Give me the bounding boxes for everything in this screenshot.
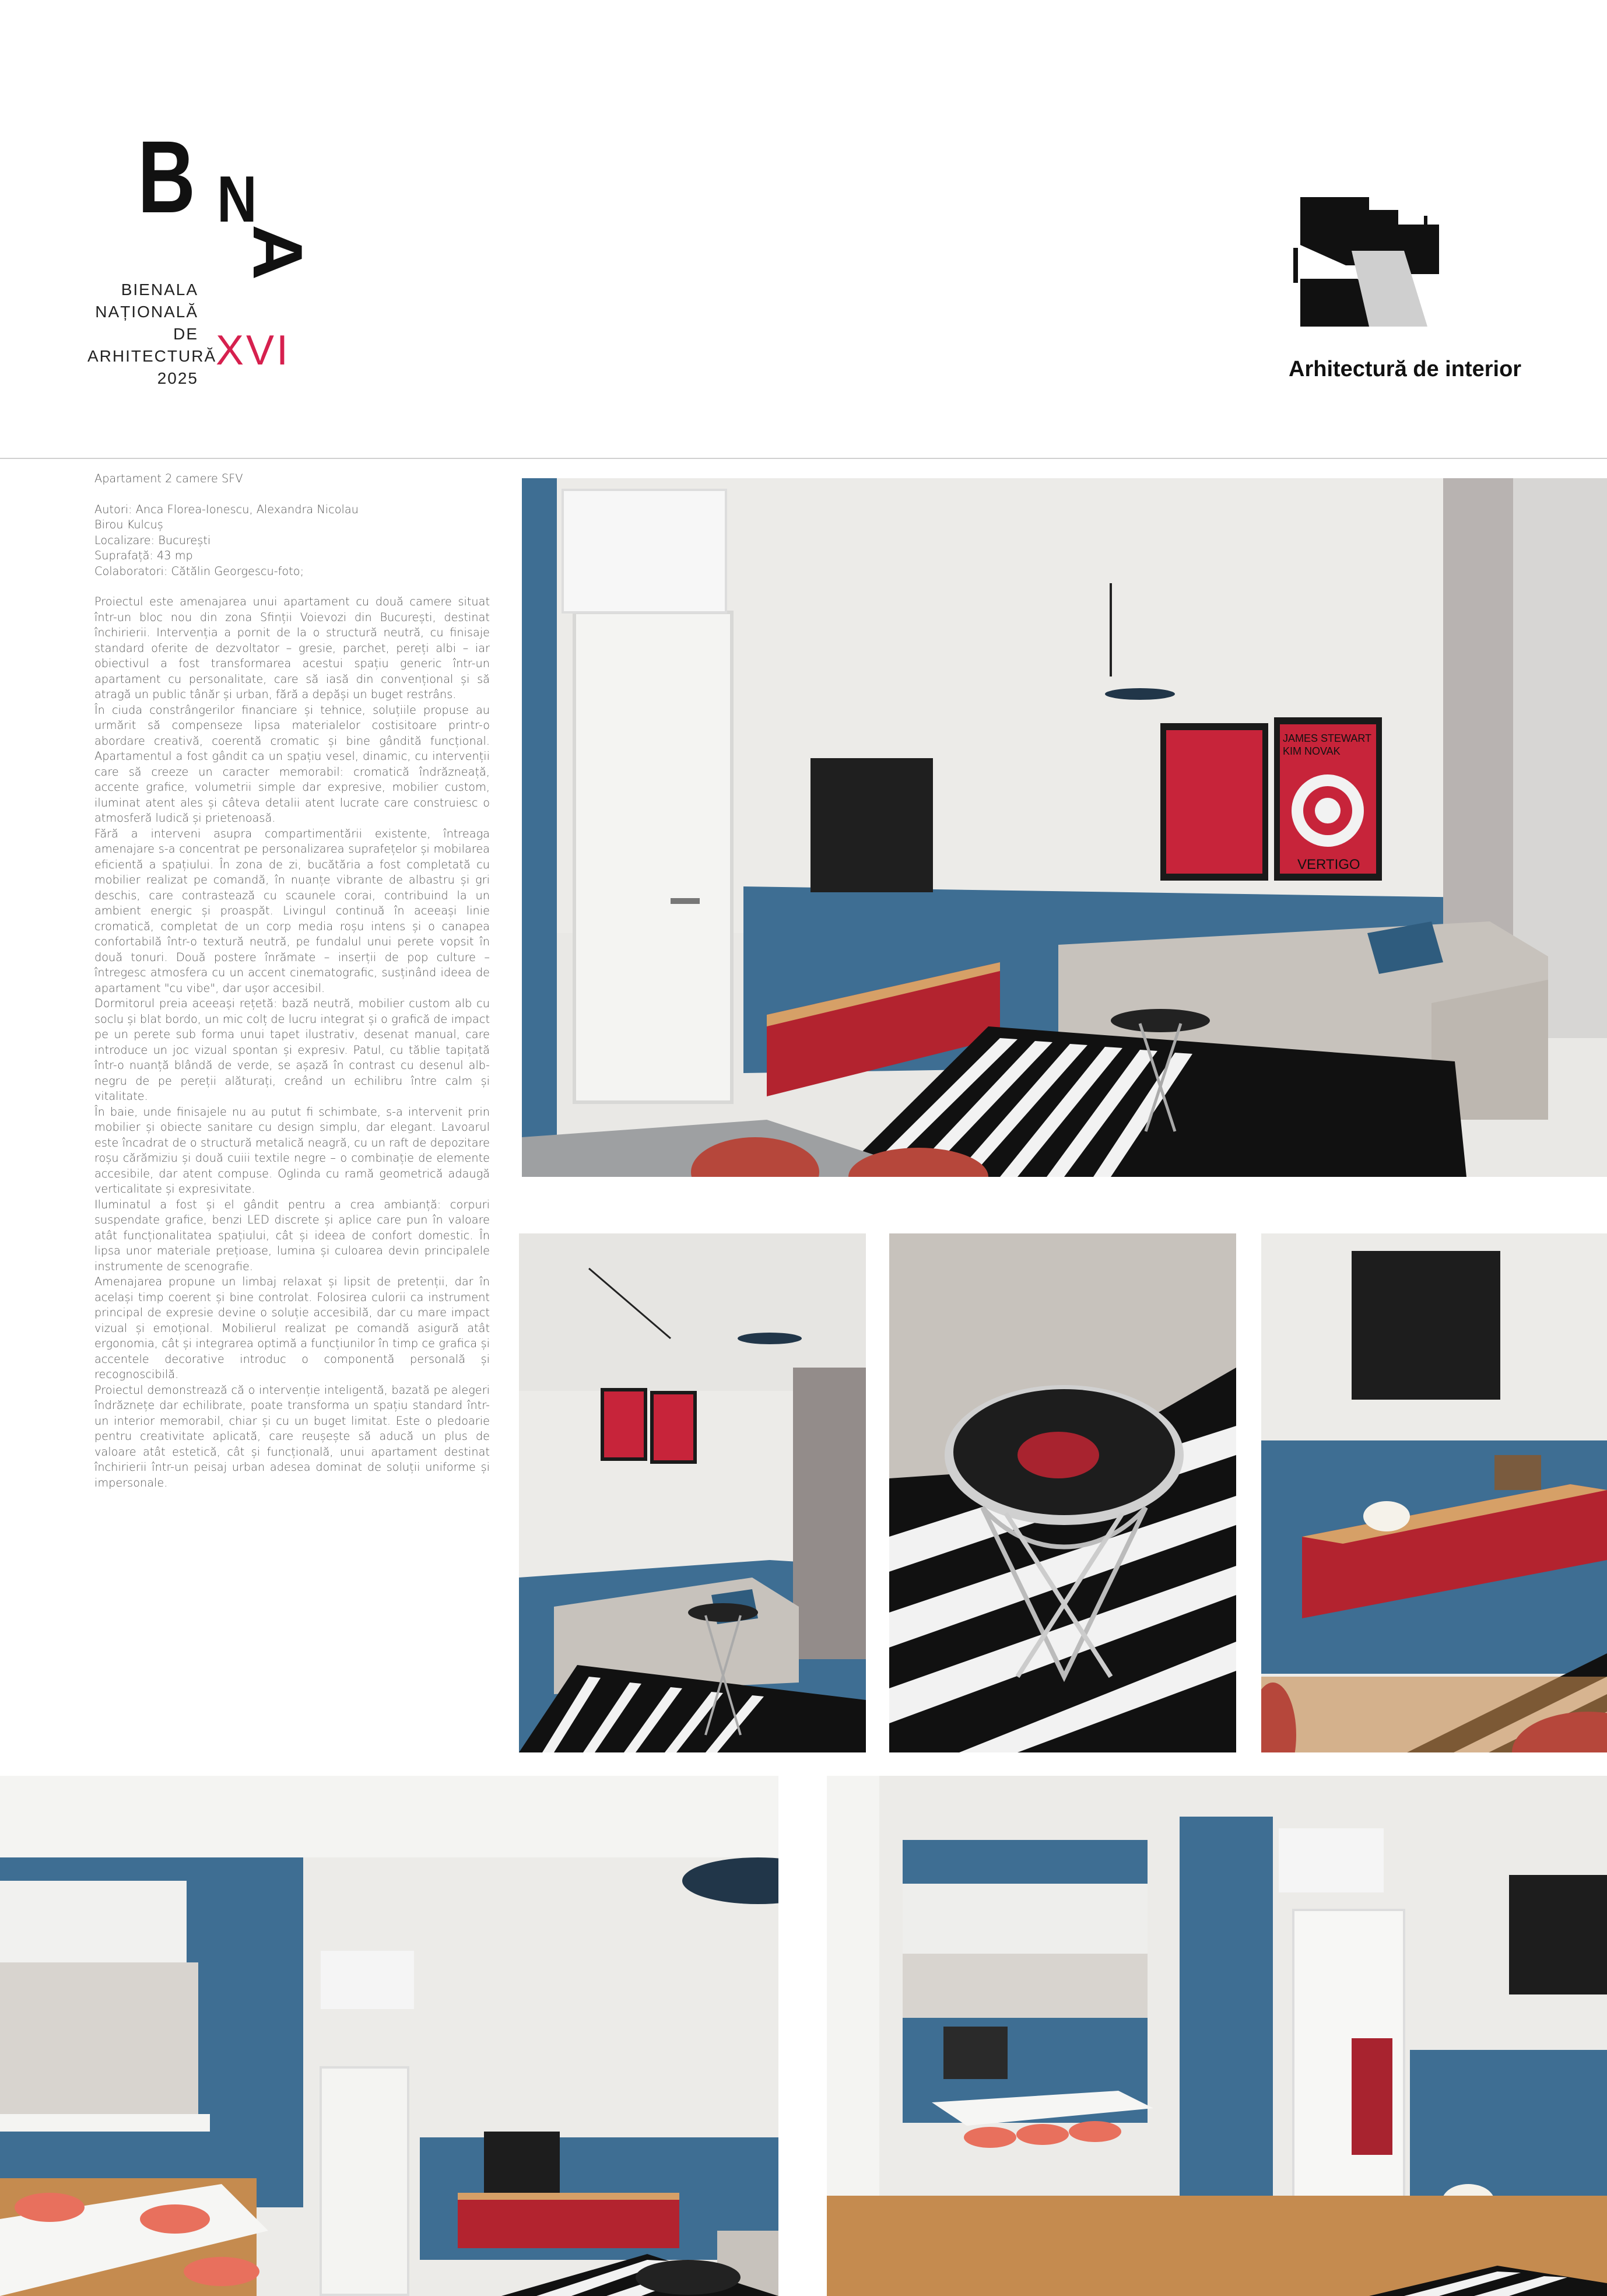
photo-living-room-wide — [519, 1233, 866, 1752]
section-logo-icon — [1287, 192, 1439, 338]
body-paragraph: Proiectul demonstrează că o intervenție inteligentă, bazată pe alegeri îndrăznețe dar echilibrate, poate transforma un spațiu standard într-un interior memorabil, chiar și cu un buget limitat. Este o pledoarie pentru creativitate aplicată, care reușește să aducă un plus de valoare atât estetică, cât și funcțională, unui apartament destinat închirierii într-un peisaj urban adesea dominat de soluții uniforme și impersonale. — [94, 1383, 490, 1489]
poster-credit-text: KIM NOVAK — [1283, 745, 1341, 757]
credit-line: Birou Kulcuș — [94, 518, 163, 531]
body-paragraph: Proiectul este amenajarea unui apartament cu două camere situat într-un bloc nou din zona Sfinții Voievozi din București, destinat închirierii. Intervenția a pornit de la o structură neutră, cu finisaje standard oferite de dezvoltator – gresie, parchet, pereți albi – iar obiectivul a fost transformarea acestui spațiu generic într-un apartament cu personalitate, care să iasă din convențional și să atragă un public tânăr și urban, fără a depăși un buget restrâns. — [94, 595, 490, 701]
spacer — [94, 579, 490, 594]
header-divider — [0, 458, 1607, 459]
photo-tv-media-unit — [1261, 1233, 1607, 1752]
credit-line: Colaboratori: Cătălin Georgescu-foto; — [94, 564, 304, 578]
photo-coffee-table-detail — [889, 1233, 1236, 1752]
logo-letter-a: A — [238, 225, 317, 281]
photo-kitchen-side — [827, 1776, 1607, 2296]
bienala-line: BIENALA — [121, 281, 198, 299]
poster-credit-text: JAMES STEWART — [1283, 732, 1372, 744]
body-paragraph: Fără a interveni asupra compartimentării existente, întreaga amenajare s-a concentrat pe personalizarea suprafețelor și mobilarea eficientă a spațiului. În zona de zi, bucătăria a fost completată cu mobilier realizat pe comandă, în nuanțe vibrante de albastru și gri deschis, care contrastează cu scaunele corai, contribuind la un ambient energic și proaspăt. Livingul continuă în aceeași linie cromatică, completat de un corp media roșu intens și o canapea confortabilă într-o textură neutră, pe fundalul unui perete vopsit în două tonuri. Două postere înrămate – inserții de pop culture – întregesc atmosfera cu un accent cinematografic, susținând ideea de apartament "cu vibe", dar ușor accesibil. — [94, 826, 490, 995]
edition-number: XVI — [216, 327, 291, 374]
credit-line: Suprafață: 43 mp — [94, 549, 193, 562]
body-paragraph: Amenajarea propune un limbaj relaxat și lipsit de pretenții, dar în același timp coerent și bine controlat. Folosirea culorii ca instrument principal de expresie devine o soluție accesibilă, dar cu mare impact vizual și emoțional. Mobilierul realizat pe comandă asigură atât ergonomia, cât și integrarea optimă a funcțiunilor în timp ce grafica și accentele decorative introduc o componentă personală și recognoscibilă. — [94, 1275, 490, 1381]
page-header — [0, 0, 1607, 458]
body-paragraph: Dormitorul preia aceeași rețetă: bază neutră, mobilier custom alb cu soclu și blat bordo, un mic colț de lucru integrat și o grafică de impact pe un perete sub forma unui tapet ilustrativ, desenat manual, care introduce un joc vizual spontan și expresiv. Patul, cu tăblie tapițată într-o nuanță blândă de verde, se așază în contrast cu desenul alb-negru de pe pereții alăturați, creând un echilibru între calm și vitalitate. — [94, 997, 490, 1103]
section-logo — [1287, 192, 1439, 338]
bienala-line: DE — [173, 325, 198, 343]
bna-logo — [138, 120, 348, 286]
bienala-line: ARHITECTURĂ — [87, 347, 217, 365]
project-title: Apartament 2 camere SFV — [94, 472, 243, 485]
bienala-label — [87, 279, 217, 390]
credit-line: Localizare: București — [94, 533, 211, 547]
spacer — [94, 487, 490, 502]
project-description — [94, 471, 490, 1491]
credit-line: Autori: Anca Florea-Ionescu, Alexandra Nicolau — [94, 502, 359, 516]
body-paragraph: În baie, unde finisajele nu au putut fi schimbate, s-a intervenit prin mobilier și obiecte sanitare cu design simplu, dar elegant. Lavoarul este încadrat de o structură metalică neagră, cu un raft de depozitare roșu cărămiziu și două cuiii textile negre – o combinație de elemente accesibile, dar atent compuse. Oglinda cu ramă geometrică adaugă verticalitate și expresivitate. — [94, 1105, 490, 1196]
logo-letter-n: N — [217, 163, 257, 236]
body-paragraph: Iluminatul a fost și el gândit pentru a crea ambianță: corpuri suspendate grafice, benzi LED discrete și aplice care pun în valoare atât funcționalitatea spațiului, cât și ideea de confort domestic. În lipsa unor materiale prețioase, lumina și culoarea devin principalele instrumente de scenografie. — [94, 1197, 490, 1273]
photo-kitchen-living — [0, 1776, 778, 2296]
photo-living-room-main — [522, 478, 1607, 1177]
section-title: Arhitectură de interior — [1289, 357, 1522, 381]
logo-letter-b: B — [138, 120, 196, 234]
bienala-line: NAȚIONALĂ — [95, 303, 198, 321]
bienala-line: 2025 — [157, 369, 198, 387]
poster-title-text: VERTIGO — [1297, 857, 1360, 872]
body-paragraph: În ciuda constrângerilor financiare și tehnice, soluțiile propuse au urmărit să compenseze lipsa materialelor costisitoare printr-o abordare creativă, coerentă cromatic și bine gândită funcțional. Apartamentul a fost gândit ca un spațiu vesel, dinamic, cu intervenții care să creeze un caracter memorabil: cromatică îndrăzneață, accente grafice, volumetrii simple dar expresive, mobilier custom, iluminat atent ales și câteva detalii atent lucrate care construiesc o atmosferă ludică și prietenoasă. — [94, 703, 490, 825]
